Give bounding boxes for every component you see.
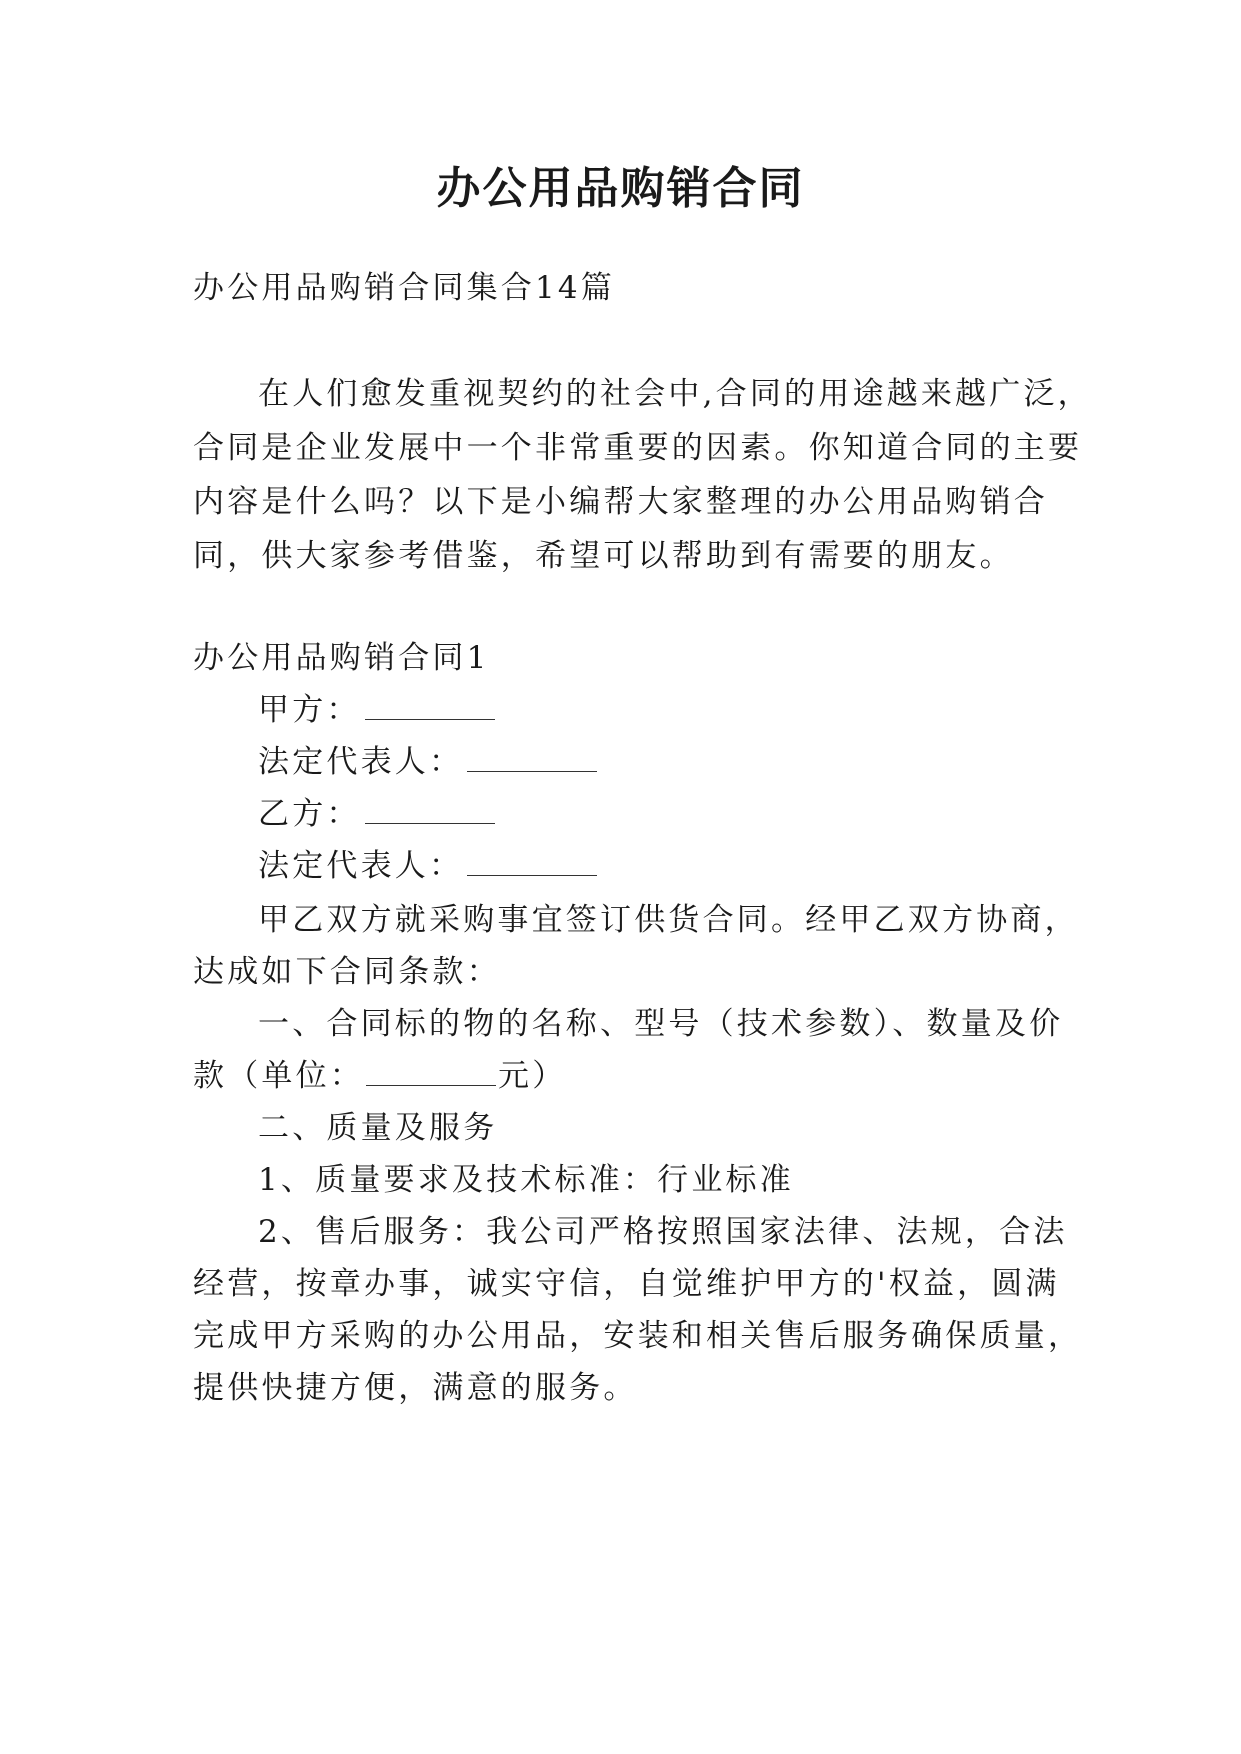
clause1-line-1: 一、合同标的物的名称、型号（技术参数）、数量及价 (258, 1006, 1064, 1042)
section-heading: 办公用品购销合同1 (193, 640, 490, 676)
price-unit-blank (366, 1059, 496, 1086)
intro-line-3: 内容是什么吗？以下是小编帮大家整理的办公用品购销合 (193, 484, 1048, 520)
party-b-rep-field (258, 840, 597, 885)
party-b-blank (365, 797, 495, 824)
intro-line-2: 合同是企业发展中一个非常重要的因素。你知道合同的主要 (193, 430, 1083, 466)
clause1-suffix: 元） (498, 1058, 567, 1094)
party-b-field (258, 788, 495, 833)
party-a-field (258, 684, 495, 729)
clause2-item-2-line-4: 提供快捷方便，满意的服务。 (193, 1370, 638, 1406)
party-a-rep-blank (467, 745, 597, 772)
clause2-item-2-line-1: 2、售后服务：我公司严格按照国家法律、法规，合法 (258, 1214, 1068, 1250)
party-a-blank (365, 693, 495, 720)
party-b-label: 乙方： (258, 796, 361, 832)
clause2-item-2-line-3: 完成甲方采购的办公用品，安装和相关售后服务确保质量， (193, 1318, 1083, 1354)
party-b-rep-blank (467, 849, 597, 876)
party-a-label: 甲方： (258, 692, 361, 728)
clause2-item-2-line-2: 经营，按章办事，诚实守信，自觉维护甲方的'权益，圆满 (193, 1266, 1060, 1302)
intro-line-1: 在人们愈发重视契约的社会中,合同的用途越来越广泛， (258, 376, 1092, 412)
intro-line-4: 同，供大家参考借鉴，希望可以帮助到有需要的朋友。 (193, 538, 1014, 574)
party-b-rep-label: 法定代表人： (258, 848, 464, 884)
document-subtitle: 办公用品购销合同集合14篇 (193, 270, 616, 306)
party-a-rep-field (258, 736, 597, 781)
clause1-line-2 (193, 1050, 566, 1095)
agreement-line-1: 甲乙双方就采购事宜签订供货合同。经甲乙双方协商， (258, 902, 1079, 938)
clause1-prefix: 款（单位： (193, 1058, 364, 1094)
document-title: 办公用品购销合同 (436, 163, 805, 214)
clause2-item-1: 1、质量要求及技术标准：行业标准 (258, 1162, 794, 1198)
agreement-line-2: 达成如下合同条款： (193, 954, 501, 990)
party-a-rep-label: 法定代表人： (258, 744, 464, 780)
clause2-heading: 二、质量及服务 (258, 1110, 498, 1146)
